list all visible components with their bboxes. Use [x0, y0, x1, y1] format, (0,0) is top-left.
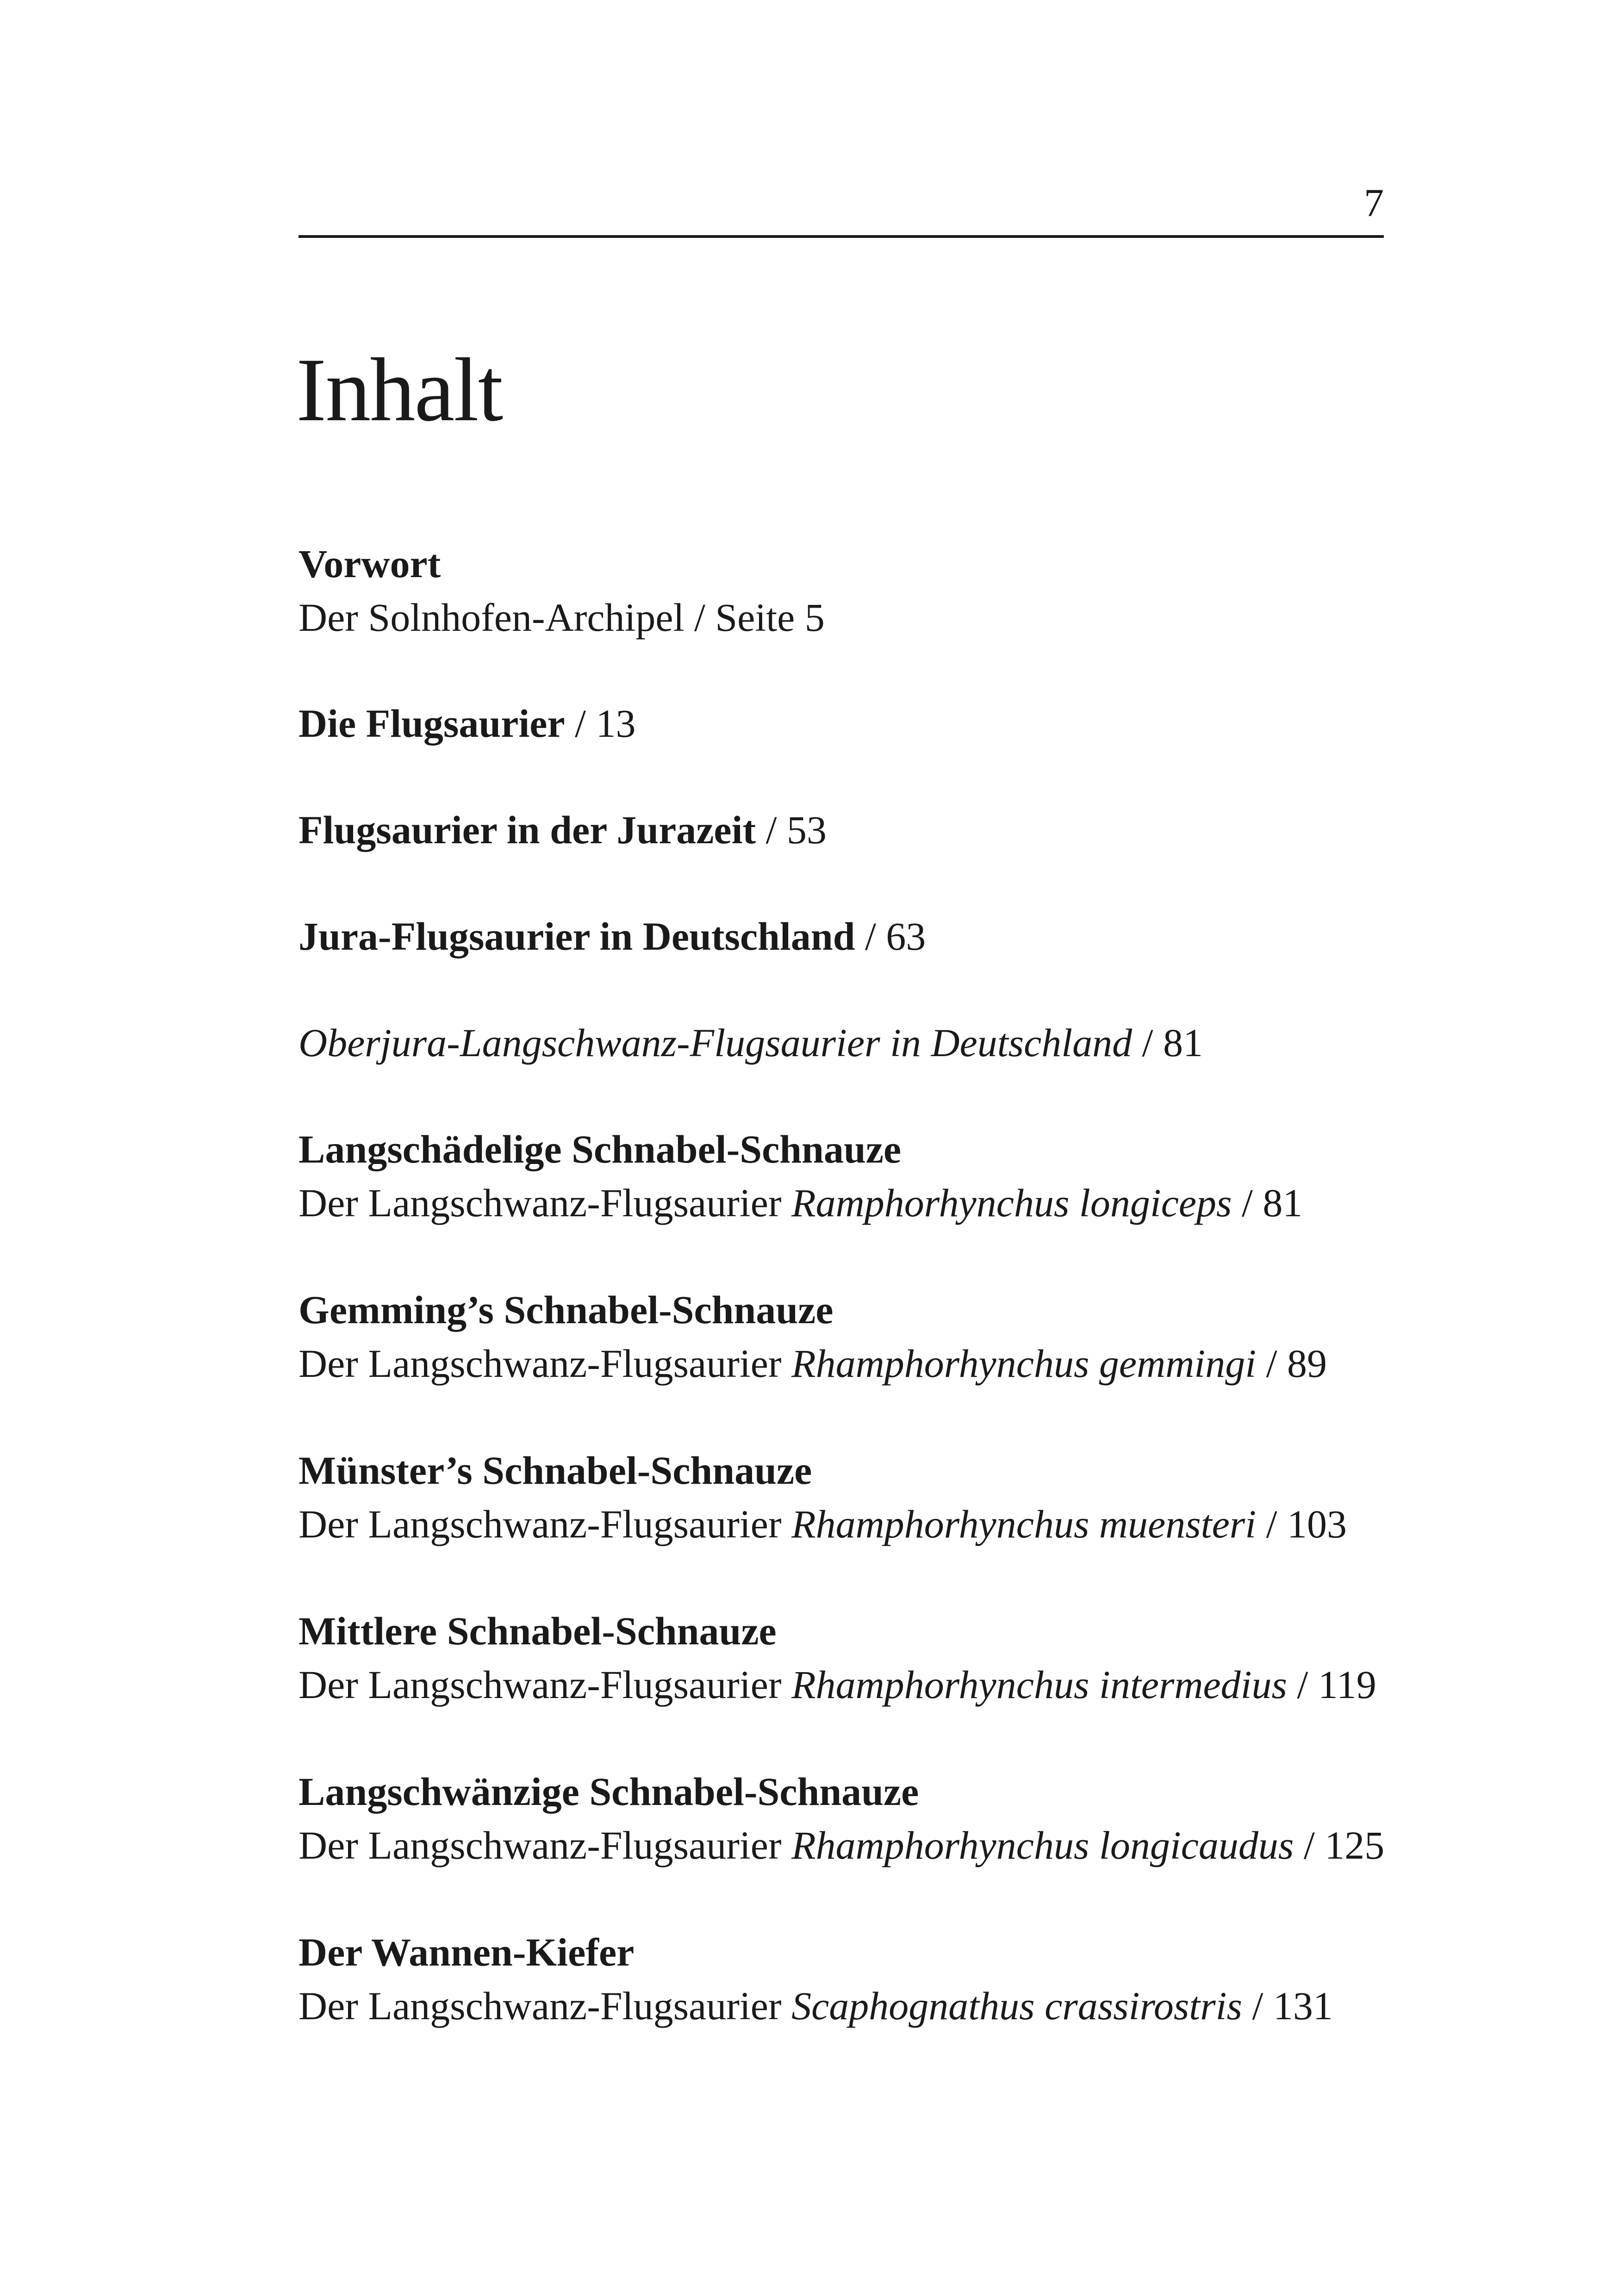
toc-species: Rhamphorhynchus intermedius [791, 1662, 1287, 1707]
toc-heading: Langschwänzige Schnabel-Schnauze [299, 1769, 919, 1814]
toc-heading-italic: Oberjura-Langschwanz-Flugsaurier in Deutschland [299, 1020, 1133, 1065]
toc-page-ref: / 81 [1132, 1020, 1203, 1065]
toc-heading: Der Wannen-Kiefer [299, 1930, 635, 1974]
toc-page-ref: / 89 [1256, 1341, 1327, 1386]
toc-entry-die-flugsaurier[interactable] [299, 697, 1594, 750]
toc-species: Rhamphorhynchus muensteri [791, 1502, 1257, 1546]
toc-subtitle: Der Langschwanz-Flugsaurier [299, 1502, 792, 1546]
toc-entry-muensteri[interactable] [299, 1444, 1594, 1551]
toc-entry-deutschland[interactable] [299, 909, 1594, 963]
header-rule [299, 235, 1384, 238]
toc-subtitle: Der Langschwanz-Flugsaurier [299, 1341, 792, 1386]
page-title: Inhalt [296, 340, 503, 440]
toc-page-ref: / 63 [855, 914, 926, 958]
page-number: 7 [1364, 180, 1384, 225]
toc-page-ref: / 131 [1242, 1984, 1333, 2028]
toc-heading: Gemming’s Schnabel-Schnauze [299, 1288, 834, 1332]
toc-subtitle: Der Langschwanz-Flugsaurier [299, 1662, 792, 1707]
toc-species: Rhamphorhynchus gemmingi [791, 1341, 1257, 1386]
toc-subtitle: Der Langschwanz-Flugsaurier [299, 1984, 792, 2028]
toc-heading: Jura-Flugsaurier in Deutschland [299, 914, 855, 958]
toc-heading: Flugsaurier in der Jurazeit [299, 808, 756, 852]
toc-entry-longicaudus[interactable] [299, 1765, 1594, 1872]
toc-species: Ramphorhynchus longiceps [791, 1181, 1232, 1225]
toc-entry-vorwort[interactable] [299, 537, 1594, 644]
toc-page-ref: / 103 [1256, 1502, 1347, 1546]
toc-page-ref: / 53 [756, 808, 827, 852]
toc-subtitle: Der Langschwanz-Flugsaurier [299, 1181, 792, 1225]
toc-entry-oberjura[interactable] [299, 1016, 1594, 1070]
toc-heading: Mittlere Schnabel-Schnauze [299, 1609, 777, 1653]
toc-heading: Münster’s Schnabel-Schnauze [299, 1448, 812, 1493]
toc-page-ref: / 125 [1294, 1823, 1385, 1867]
toc-page-ref: / 81 [1232, 1181, 1303, 1225]
toc-heading: Langschädelige Schnabel-Schnauze [299, 1127, 902, 1171]
toc-subtitle: Der Langschwanz-Flugsaurier [299, 1823, 792, 1867]
toc-species: Rhamphorhynchus longicaudus [791, 1823, 1294, 1867]
toc-heading: Die Flugsaurier [299, 701, 565, 746]
toc-entry-gemmingi[interactable] [299, 1283, 1594, 1390]
toc-page-ref: / 119 [1287, 1662, 1376, 1707]
toc-entry-scaphognathus[interactable] [299, 1925, 1594, 2033]
toc-entry-longiceps[interactable] [299, 1122, 1594, 1230]
toc-species: Scaphognathus crassirostris [791, 1984, 1243, 2028]
toc-entry-jurazeit[interactable] [299, 803, 1594, 857]
toc-subtitle: Der Solnhofen-Archipel / Seite 5 [299, 595, 825, 640]
toc-heading: Vorwort [299, 541, 441, 586]
toc-entry-intermedius[interactable] [299, 1604, 1594, 1711]
toc-page-ref: / 13 [565, 701, 636, 746]
